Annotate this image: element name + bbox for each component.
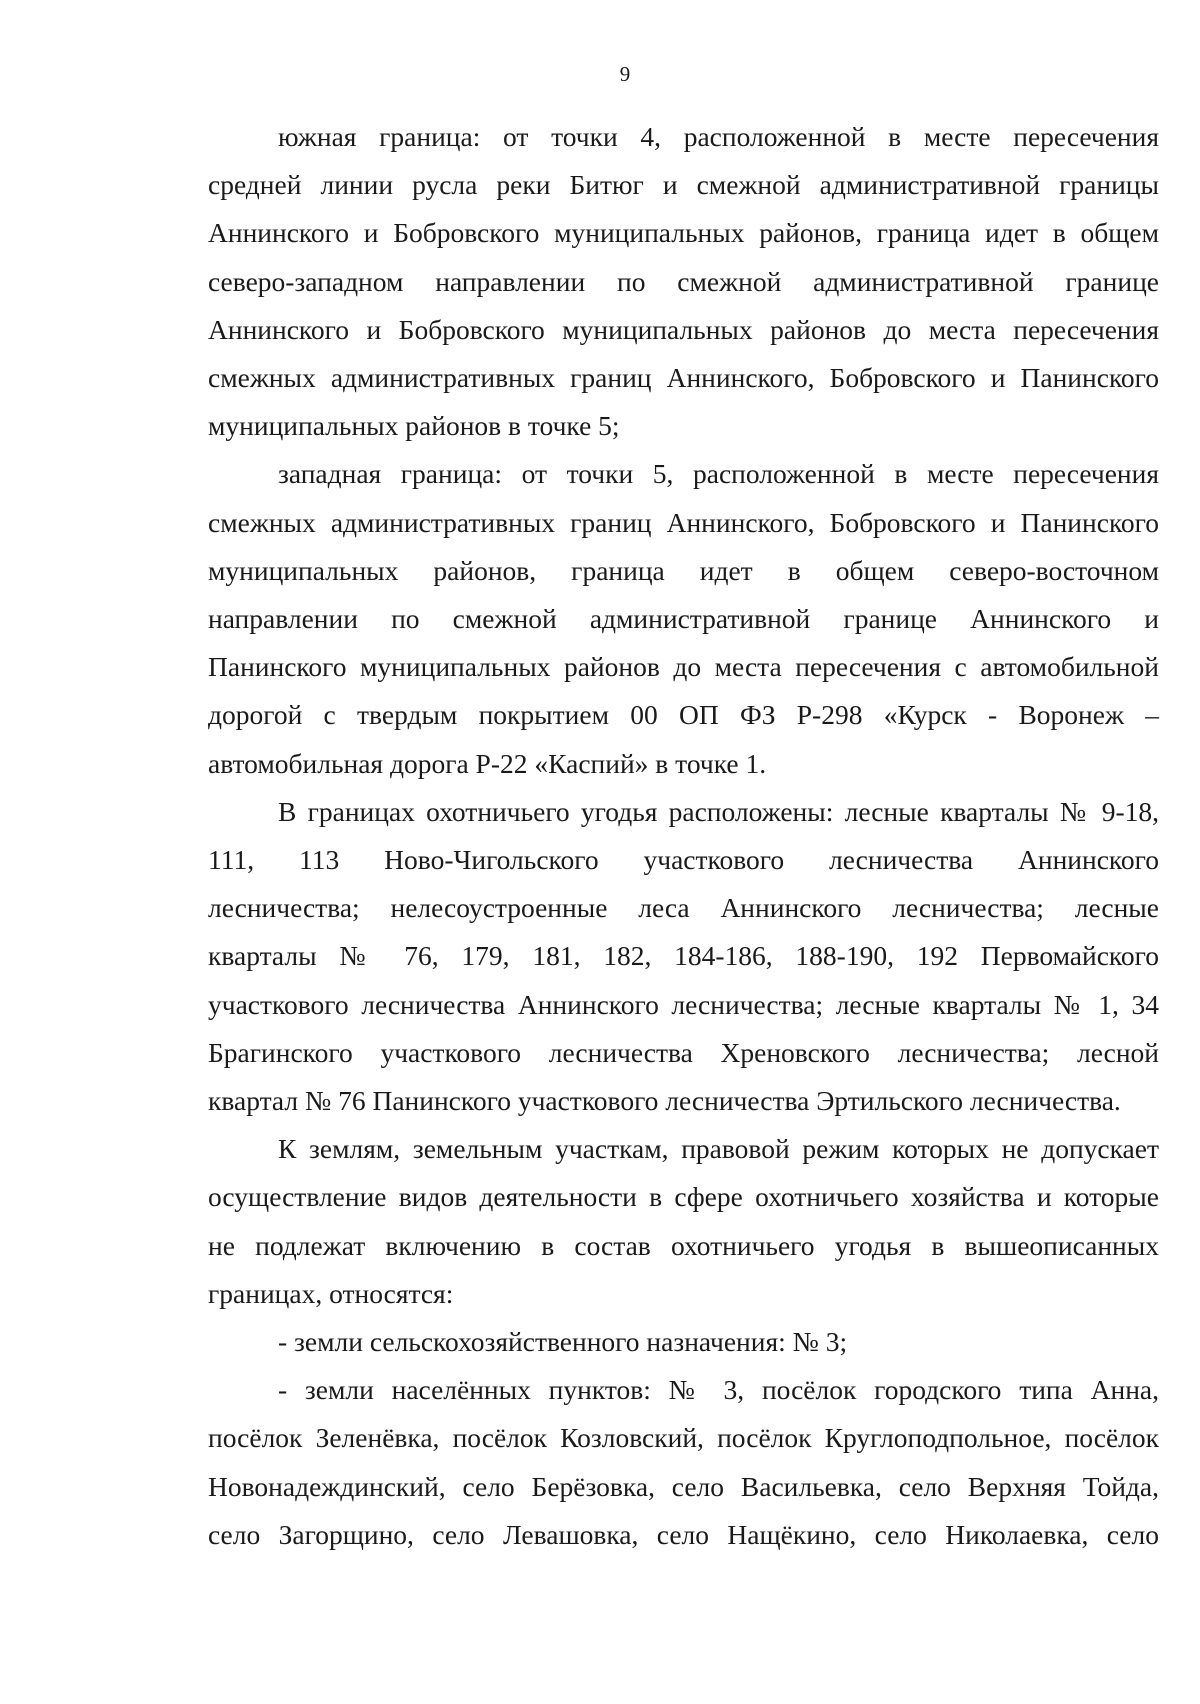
paragraph-southern-border <box>208 113 1159 450</box>
paragraph-excluded-lands-intro <box>208 1125 1159 1318</box>
text-line: осуществление видов деятельности в сфере охотничьего хозяйства и которые <box>208 1181 1159 1213</box>
text-line: северо-западном направлении по смежной административной границе <box>208 265 1159 297</box>
text-line: направлении по смежной административной границе Аннинского и <box>208 603 1159 635</box>
text-line: Аннинского и Бобровского муниципальных районов, граница идет в общем <box>208 217 1159 249</box>
text-line: кварталы № 76, 179, 181, 182, 184-186, 188-190, 192 Первомайского <box>208 940 1159 972</box>
text-line: село Загорщино, село Левашовка, село Нащёкино, село Николаевка, село <box>208 1518 1159 1550</box>
text-line: смежных административных границ Аннинского, Бобровского и Панинского <box>208 506 1159 538</box>
text-line: смежных административных границ Аннинского, Бобровского и Панинского <box>208 362 1159 394</box>
text-line: средней линии русла реки Битюг и смежной административной границы <box>208 169 1159 201</box>
text-line: западная граница: от точки 5, расположенной в месте пересечения <box>278 458 1159 490</box>
text-line: - земли сельскохозяйственного назначения: № 3; <box>278 1326 848 1358</box>
paragraph-western-border <box>208 450 1159 787</box>
text-line: Брагинского участкового лесничества Хреновского лесничества; лесной <box>208 1036 1159 1068</box>
text-line: Аннинского и Бобровского муниципальных районов до места пересечения <box>208 313 1159 345</box>
text-line: муниципальных районов в точке 5; <box>208 410 620 442</box>
text-line: участкового лесничества Аннинского лесничества; лесные кварталы № 1, 34 <box>208 988 1159 1020</box>
text-line: дорогой с твердым покрытием 00 ОП ФЗ Р-298 «Курск - Воронеж – <box>208 699 1159 731</box>
document-body <box>208 113 1159 1559</box>
paragraph-agricultural-lands <box>208 1318 1159 1366</box>
text-line: южная граница: от точки 4, расположенной в месте пересечения <box>278 121 1159 152</box>
text-line: лесничества; нелесоустроенные леса Аннинского лесничества; лесные <box>208 892 1159 924</box>
page-number: 9 <box>619 62 631 86</box>
paragraph-settlement-lands <box>208 1366 1159 1559</box>
text-line: квартал № 76 Панинского участкового лесничества Эртильского лесничества. <box>208 1085 1121 1117</box>
text-line: посёлок Зеленёвка, посёлок Козловский, посёлок Круглоподпольное, посёлок <box>208 1422 1159 1454</box>
text-line: автомобильная дорога Р-22 «Каспий» в точке 1. <box>208 747 767 779</box>
paragraph-forest-quarters <box>208 788 1159 1125</box>
text-line: 111, 113 Ново-Чигольского участкового лесничества Аннинского <box>208 844 1159 876</box>
text-line: Новонадеждинский, село Берёзовка, село Васильевка, село Верхняя Тойда, <box>208 1470 1159 1502</box>
text-line: В границах охотничьего угодья расположены: лесные кварталы № 9-18, <box>278 795 1159 827</box>
text-line: К землям, земельным участкам, правовой режим которых не допускает <box>278 1133 1159 1165</box>
text-line: Панинского муниципальных районов до места пересечения с автомобильной <box>208 651 1159 683</box>
text-line: муниципальных районов, граница идет в общем северо-восточном <box>208 554 1159 586</box>
text-line: границах, относятся: <box>208 1277 454 1309</box>
text-line: не подлежат включению в состав охотничьего угодья в вышеописанных <box>208 1229 1159 1261</box>
text-line: - земли населённых пунктов: № 3, посёлок городского типа Анна, <box>278 1374 1159 1406</box>
